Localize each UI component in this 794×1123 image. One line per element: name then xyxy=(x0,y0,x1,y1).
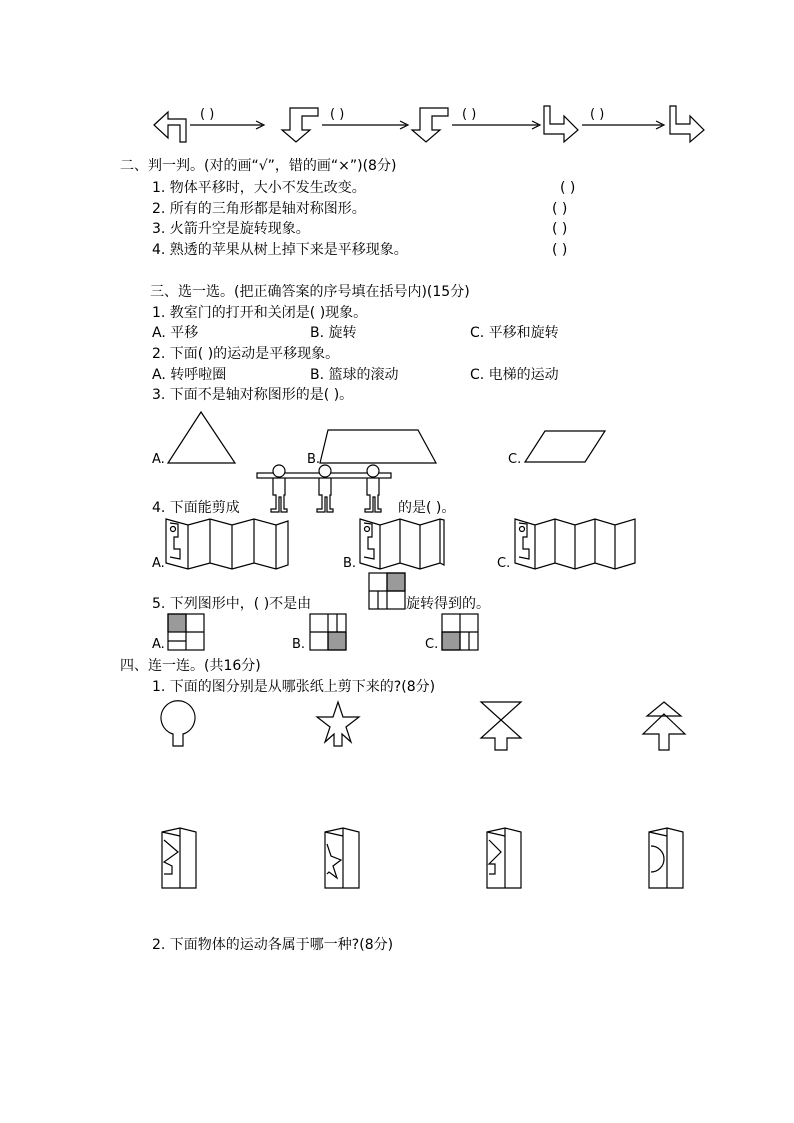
folded-sheet-4 xyxy=(647,826,687,890)
q4-option-b: B. xyxy=(343,556,357,571)
arrow-blank-4[interactable]: ( ) xyxy=(590,107,605,122)
judge-blank-4[interactable]: ( ) xyxy=(552,242,568,258)
q5-stem-post: 旋转得到的。 xyxy=(406,596,490,612)
folded-paper-b xyxy=(358,515,448,571)
folded-paper-c xyxy=(513,515,639,571)
q5-option-b: B. xyxy=(292,637,306,652)
q5-grid-a xyxy=(167,613,205,651)
arrow-blank-3[interactable]: ( ) xyxy=(462,107,477,122)
q2-option-b: B. 篮球的滚动 xyxy=(310,367,399,383)
cutout-lollipop-icon xyxy=(157,700,199,748)
q4-stem-post: 的是( )。 xyxy=(398,500,456,516)
q1-stem: 1. 教室门的打开和关闭是( )现象。 xyxy=(152,305,368,321)
judge-item-1: 1. 物体平移时，大小不发生改变。 xyxy=(152,180,366,196)
q4-option-c: C. xyxy=(497,556,511,571)
q2-stem: 2. 下面( )的运动是平移现象。 xyxy=(152,346,340,362)
q3-option-c: C. xyxy=(508,452,522,467)
q5-stem-pre: 5. 下列图形中，( )不是由 xyxy=(152,596,312,612)
folded-sheet-1 xyxy=(160,826,200,890)
section-3-title: 三、选一选。(把正确答案的序号填在括号内)(15分) xyxy=(150,284,470,300)
folded-sheet-2 xyxy=(323,826,363,890)
q5-reference-grid xyxy=(368,572,406,610)
judge-blank-1[interactable]: ( ) xyxy=(560,180,576,196)
cutout-pine-tree-icon xyxy=(639,700,689,752)
folded-sheet-3 xyxy=(485,826,525,890)
cutout-hourglass-tree-icon xyxy=(479,700,523,752)
judge-item-4: 4. 熟透的苹果从树上掉下来是平移现象。 xyxy=(152,242,408,258)
q1-option-a: A. 平移 xyxy=(152,325,199,341)
q3-stem: 3. 下面不是轴对称图形的是( )。 xyxy=(152,387,354,403)
arrow-blank-1[interactable]: ( ) xyxy=(200,107,215,122)
folded-paper-a xyxy=(164,515,292,571)
q1-option-c: C. 平移和旋转 xyxy=(470,325,559,341)
section-4-q2: 2. 下面物体的运动各属于哪一种?(8分) xyxy=(152,937,394,953)
q2-option-c: C. 电梯的运动 xyxy=(470,367,559,383)
section-4-q1: 1. 下面的图分别是从哪张纸上剪下来的?(8分) xyxy=(152,679,436,695)
q5-option-a: A. xyxy=(152,637,165,652)
paper-people-figure xyxy=(255,463,395,515)
q5-grid-b xyxy=(309,613,347,651)
parallelogram-shape xyxy=(523,429,608,465)
q4-stem-pre: 4. 下面能剪成 xyxy=(152,500,240,516)
q2-option-a: A. 转呼啦圈 xyxy=(152,367,227,383)
triangle-shape xyxy=(166,410,238,465)
q3-option-a: A. xyxy=(152,452,165,467)
judge-item-3: 3. 火箭升空是旋转现象。 xyxy=(152,221,310,237)
q3-option-b: B. xyxy=(307,452,321,467)
judge-item-2: 2. 所有的三角形都是轴对称图形。 xyxy=(152,201,366,217)
trapezoid-shape xyxy=(318,428,440,466)
arrow-row-figure xyxy=(150,104,710,146)
judge-blank-3[interactable]: ( ) xyxy=(552,221,568,237)
q4-option-a: A. xyxy=(152,556,165,571)
section-2-title: 二、判一判。(对的画“√”，错的画“×”)(8分) xyxy=(120,158,397,174)
q5-option-c: C. xyxy=(425,637,439,652)
cutout-star-icon xyxy=(314,700,362,748)
q1-option-b: B. 旋转 xyxy=(310,325,357,341)
arrow-blank-2[interactable]: ( ) xyxy=(330,107,345,122)
section-4-title: 四、连一连。(共16分) xyxy=(120,658,261,674)
judge-blank-2[interactable]: ( ) xyxy=(552,201,568,217)
q5-grid-c xyxy=(441,613,479,651)
